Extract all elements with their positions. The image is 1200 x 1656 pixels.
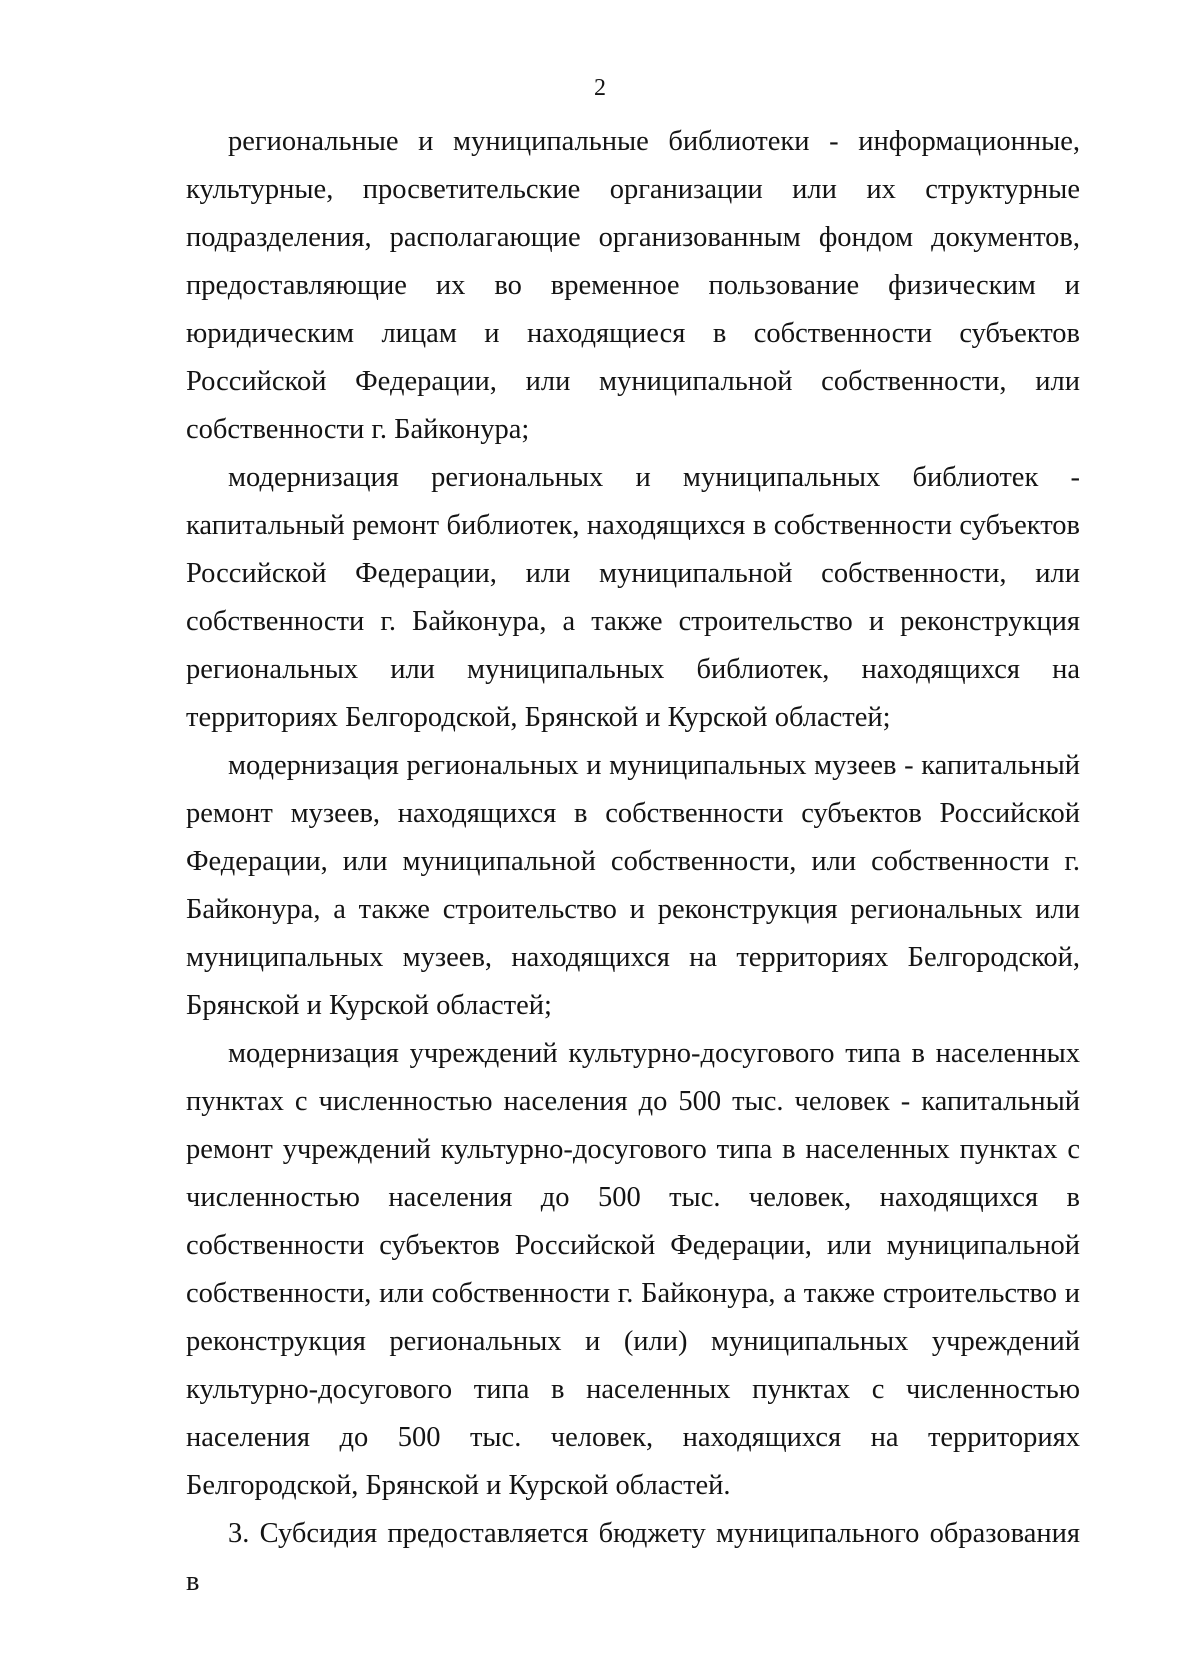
paragraph-subsidy-clause-3: 3. Субсидия предоставляется бюджету муниципального образования в	[186, 1518, 1080, 1597]
document-body	[186, 118, 1080, 1606]
paragraph-cultural-leisure-modernization: модернизация учреждений культурно-досугового типа в населенных пунктах с численностью населения до 500 тыс. человек - капитальный ремонт учреждений культурно-досугового типа в населенных пунктах с численностью населения до 500 тыс. человек, находящихся в собственности субъектов Российской Федерации, или муниципальной собственности, или собственности г. Байконура, а также строительство и реконструкция региональных и (или) муниципальных учреждений культурно-досугового типа в населенных пунктах с численностью населения до 500 тыс. человек, находящихся на территориях Белгородской, Брянской и Курской областей.	[186, 1038, 1080, 1501]
page-number: 2	[594, 75, 606, 101]
paragraph-regional-libraries-definition: региональные и муниципальные библиотеки - информационные, культурные, просветительские организации или их структурные подразделения, располагающие организованным фондом документов, предоставляющие их во временное пользование физическим и юридическим лицам и находящиеся в собственности субъектов Российской Федерации, или муниципальной собственности, или собственности г. Байконура;	[186, 126, 1080, 445]
paragraph-library-modernization: модернизация региональных и муниципальных библиотек - капитальный ремонт библиотек, находящихся в собственности субъектов Российской Федерации, или муниципальной собственности, или собственности г. Байконура, а также строительство и реконструкция региональных или муниципальных библиотек, находящихся на территориях Белгородской, Брянской и Курской областей;	[186, 462, 1080, 733]
paragraph-museum-modernization: модернизация региональных и муниципальных музеев - капитальный ремонт музеев, находящихся в собственности субъектов Российской Федерации, или муниципальной собственности, или собственности г. Байконура, а также строительство и реконструкция региональных или муниципальных музеев, находящихся на территориях Белгородской, Брянской и Курской областей;	[186, 750, 1080, 1021]
